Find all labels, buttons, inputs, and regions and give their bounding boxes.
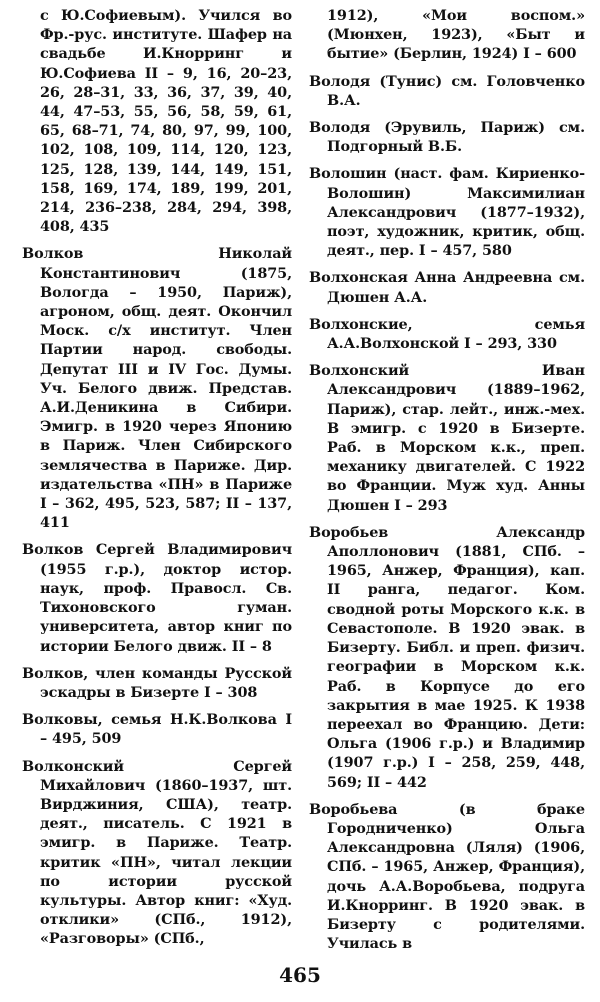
page-number: 465 bbox=[279, 963, 321, 987]
index-entry: Воробьев Александр Аполлонович (1881, СПб. – 1965, Анжер, Франция), кап. II ранга, педагог. Ком. сводной роты Морского к.к. в Севастополе. В 1920 эвак. в Бизерту. Библ. и преп. физич. географии в Морском к.к. Раб. в Корпусе до его закрытия в мае 1925. К 1938 переехал во Францию. Дети: Ольга (1906 г.р.) и Владимир (1907 г.р.) I – 258, 259, 448, 569; II – 442 bbox=[309, 523, 585, 791]
index-entry: Волковы, семья Н.К.Волкова I – 495, 509 bbox=[22, 711, 292, 748]
index-entry: Волков Сергей Владимирович (1955 г.р.), доктор истор. наук, проф. Правосл. Св. Тихоновского гуман. университета, автор книг по истории Белого движ. II – 8 bbox=[22, 541, 292, 655]
right-column bbox=[309, 6, 585, 961]
index-entry: Волков Николай Константинович (1875, Вологда – 1950, Париж), агроном, общ. деят. Окончил Моск. с/х институт. Член Партии народ. свободы. Депутат III и IV Гос. Думы. Уч. Белого движ. Представ. А.И.Деникина в Сибири. Эмигр. в 1920 через Японию в Париж. Член Сибирского землячества в Париже. Дир. издательства «ПН» в Париже I – 362, 495, 523, 587; II – 137, 411 bbox=[22, 245, 292, 532]
index-entry-continued: 1912), «Мои воспом.» (Мюнхен, 1923), «Быт и бытие» (Берлин, 1924) I – 600 bbox=[327, 7, 585, 63]
index-entry: Володя (Тунис) см. Головченко В.А. bbox=[309, 72, 585, 109]
index-entry: Воробьева (в браке Городниченко) Ольга Александровна (Ляля) (1906, СПб. – 1965, Анжер, Франция), дочь А.А.Воробьева, подруга И.Кнорринг. В 1920 эвак. в Бизерту с родителями. Училась в bbox=[309, 800, 585, 953]
index-entry: Волконский Сергей Михайлович (1860–1937, шт. Вирджиния, США), театр. деят., писатель. С 1921 в эмигр. в Париже. Театр. критик «ПН», читал лекции по истории русской культуры. Автор книг: «Худ. отклики» (СПб., 1912), «Разговоры» (СПб., bbox=[22, 757, 292, 948]
index-entry: Волошин (наст. фам. Кириенко-Волошин) Максимилиан Александрович (1877–1932), поэт, художник, критик, общ. деят., пер. I – 457, 580 bbox=[309, 165, 585, 260]
left-column bbox=[22, 6, 292, 957]
index-entry: Волхонская Анна Андреевна см. Дюшен А.А. bbox=[309, 269, 585, 306]
index-entry: Волхонский Иван Александрович (1889–1962, Париж), стар. лейт., инж.-мех. В эмигр. с 1920 в Бизерте. Раб. в Морском к.к., преп. механику двигателей. С 1922 во Франции. Муж худ. Анны Дюшен I – 293 bbox=[309, 362, 585, 514]
index-entry-continued: с Ю.Софиевым). Учился во Фр.-рус. институте. Шафер на свадьбе И.Кнорринг и Ю.Софиева II – 9, 16, 20–23, 26, 28–31, 33, 36, 37, 39, 40, 44, 47–53, 55, 56, 58, 59, 61, 65, 68–71, 74, 80, 97, 99, 100, 102, 108, 109, 114, 120, 123, 125, 128, 139, 144, 149, 151, 158, 169, 174, 189, 199, 201, 214, 236–238, 284, 294, 398, 408, 435 bbox=[40, 7, 292, 236]
index-entry: Волков, член команды Русской эскадры в Бизерте I – 308 bbox=[22, 664, 292, 701]
index-entry: Волхонские, семья А.А.Волхонской I – 293, 330 bbox=[309, 315, 585, 353]
index-entry: Володя (Эрувиль, Париж) см. Подгорный В.Б. bbox=[309, 119, 585, 156]
